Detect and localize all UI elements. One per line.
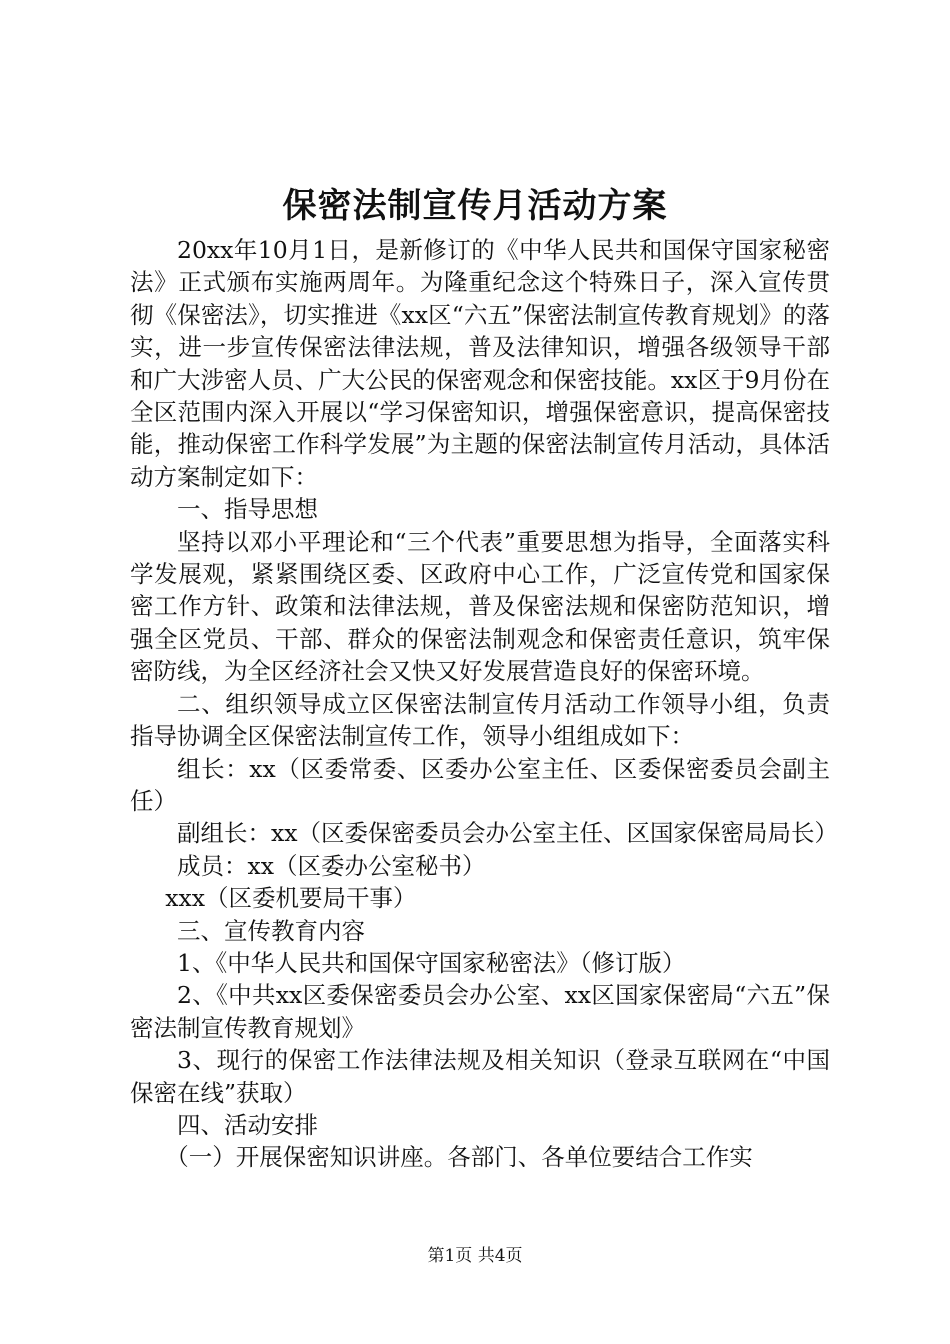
page-footer: 第1页 共4页 <box>427 1246 523 1266</box>
organization-paragraph: 二、组织领导成立区保密法制宣传月活动工作领导小组，负责指导协调全区保密法制宣传工作，领导小组组成如下： <box>130 689 830 751</box>
intro-paragraph: 20xx年10月1日，是新修订的《中华人民共和国保守国家秘密法》正式颁布实施两周年。为隆重纪念这个特殊日子，深入宣传贯彻《保密法》，切实推进《xx区“六五”保密法制宣传教育规划》的落实，进一步宣传保密法律法规，普及法律知识，增强各级领导干部和广大涉密人员、广大公民的保密观念和保密技能。xx区于9月份在全区范围内深入开展以“学习保密知识，增强保密意识，提高保密技能，推动保密工作科学发展”为主题的保密法制宣传月活动，具体活动方案制定如下： <box>130 236 830 491</box>
content-item-2: 2、《中共xx区委保密委员会办公室、xx区国家保密局“六五”保密法制宣传教育规划》 <box>130 981 830 1042</box>
member-line-2: xxx（区委机要局干事） <box>165 884 417 913</box>
section-heading-guiding-ideology: 一、指导思想 <box>177 495 318 524</box>
member-line: 成员：xx（区委办公室秘书） <box>177 851 486 880</box>
group-leader-line: 组长：xx（区委常委、区委办公室主任、区委保密委员会副主任） <box>130 754 830 815</box>
activity-item-1: （一）开展保密知识讲座。各部门、各单位要结合工作实 <box>165 1143 753 1172</box>
content-item-3: 3、现行的保密工作法律法规及相关知识（登录互联网在“中国保密在线”获取） <box>130 1046 830 1107</box>
document-title: 保密法制宣传月活动方案 <box>282 186 668 226</box>
guiding-ideology-paragraph: 坚持以邓小平理论和“三个代表”重要思想为指导，全面落实科学发展观，紧紧围绕区委、区政府中心工作，广泛宣传党和国家保密工作方针、政策和法律法规，普及保密法规和保密防范知识，增强全区党员、干部、群众的保密法制观念和保密责任意识，筑牢保密防线，为全区经济社会又快又好发展营造良好的保密环境。 <box>130 527 830 686</box>
content-item-1: 1、《中华人民共和国保守国家秘密法》（修订版） <box>177 948 686 977</box>
document-body <box>130 234 839 1174</box>
deputy-leader-line: 副组长：xx（区委保密委员会办公室主任、区国家保密局局长） <box>177 819 839 848</box>
section-heading-content: 三、宣传教育内容 <box>177 916 365 945</box>
section-heading-activities: 四、活动安排 <box>177 1110 318 1139</box>
